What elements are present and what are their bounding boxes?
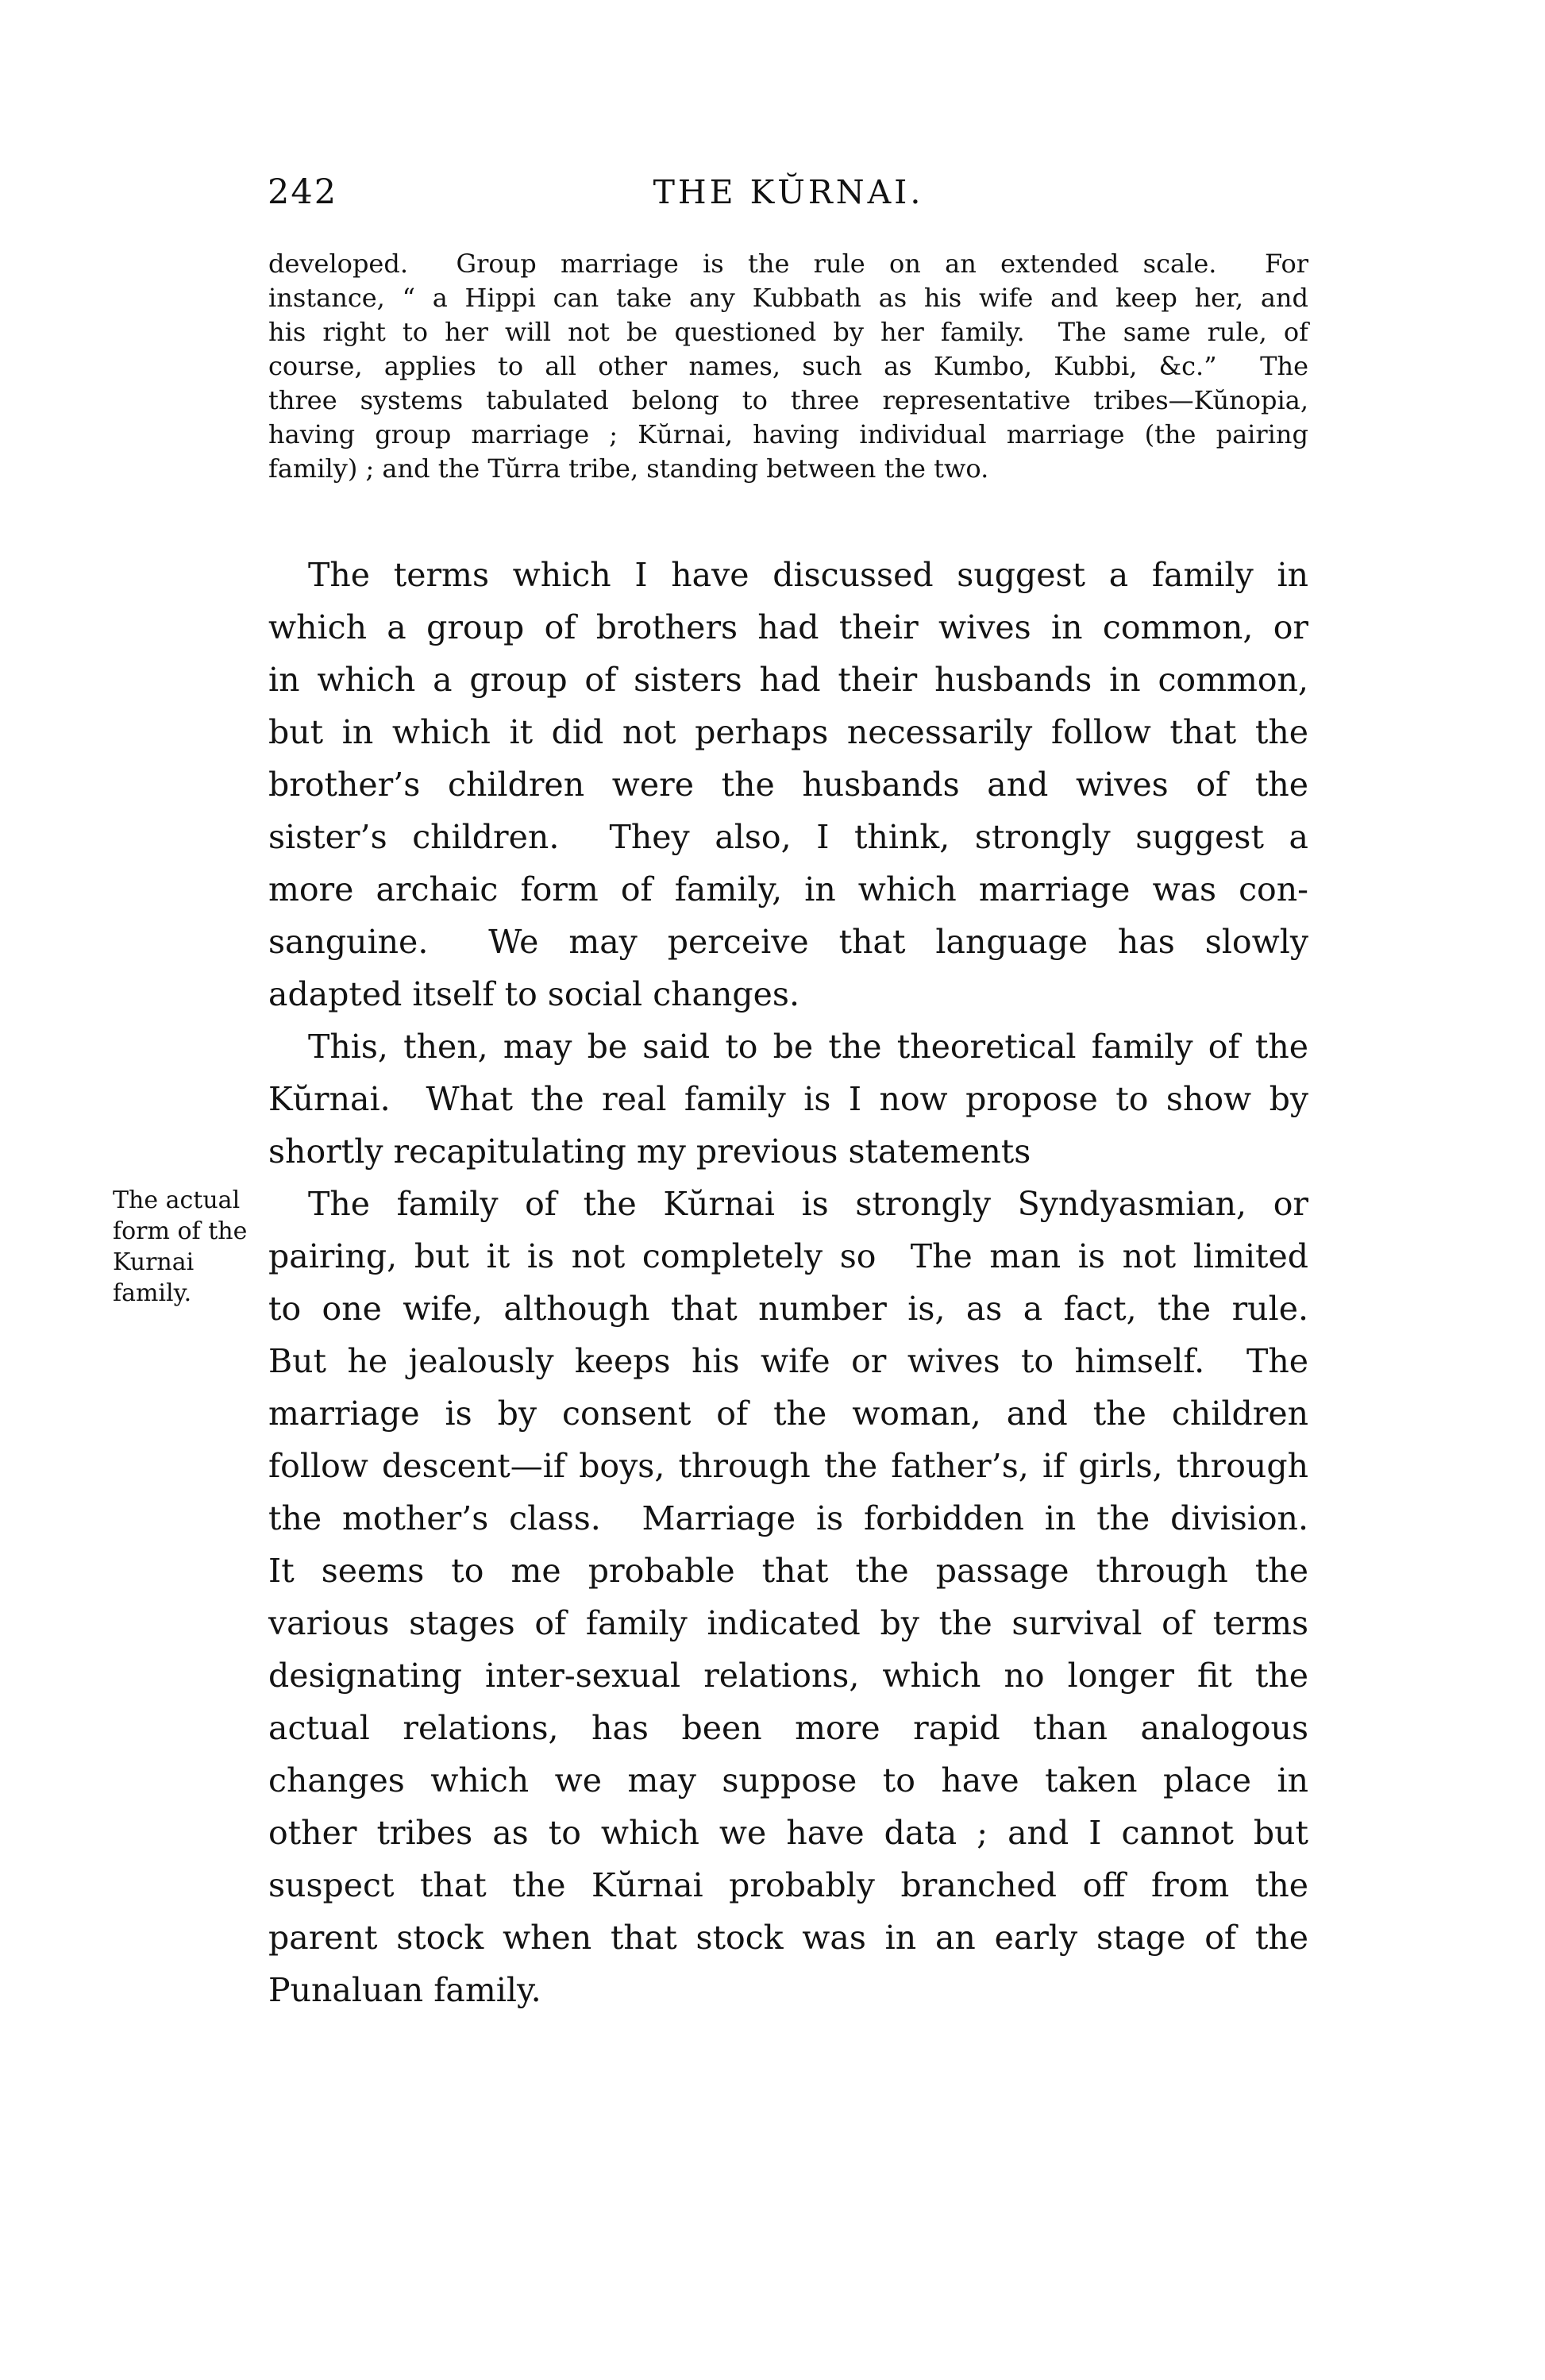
text-line: more archaic form of family, in which marriage was con- (268, 870, 1308, 908)
paragraph (268, 1020, 1308, 1178)
text-line: but in which it did not perhaps necessarily follow that the (268, 713, 1308, 751)
margin-note-line: Kurnai (113, 1248, 195, 1276)
text-line: But he jealously keeps his wife or wives to himself. The (268, 1342, 1308, 1380)
text-line: follow descent—if boys, through the father’s, if girls, through (268, 1447, 1308, 1485)
running-header-title: THE KŬRNAI. (653, 173, 924, 211)
text-line: This, then, may be said to be the theoretical family of the (308, 1028, 1308, 1066)
text-line: to one wife, although that number is, as a fact, the rule. (268, 1290, 1308, 1328)
text-line: actual relations, has been more rapid than analogous (268, 1709, 1308, 1747)
text-line: developed. Group marriage is the rule on an extended scale. For (268, 249, 1308, 279)
margin-note-line: family. (113, 1279, 192, 1307)
margin-note (113, 1185, 264, 1309)
text-line: changes which we may suppose to have taken place in (268, 1761, 1308, 1799)
text-line: The family of the Kŭrnai is strongly Syndyasmian, or (308, 1185, 1308, 1223)
text-line: sister’s children. They also, I think, strongly suggest a (268, 818, 1308, 856)
text-line: designating inter-sexual relations, which no longer fit the (268, 1657, 1308, 1695)
text-line: instance, “ a Hippi can take any Kubbath as his wife and keep her, and (268, 283, 1308, 313)
text-line: It seems to me probable that the passage through the (268, 1552, 1308, 1590)
text-line: pairing, but it is not completely so The man is not limited (268, 1237, 1308, 1275)
text-line: shortly recapitulating my previous statements (268, 1132, 1031, 1171)
text-line: sanguine. We may perceive that language has slowly (268, 923, 1308, 961)
text-line: adapted itself to social changes. (268, 975, 799, 1013)
paragraph (268, 1178, 1308, 2016)
excerpt-paragraph (268, 247, 1308, 486)
text-line: Kŭrnai. What the real family is I now propose to show by (268, 1080, 1308, 1118)
text-line: which a group of brothers had their wives in common, or (268, 608, 1308, 646)
text-line: his right to her will not be questioned by her family. The same rule, of (268, 317, 1308, 347)
text-line: the mother’s class. Marriage is forbidden in the division. (268, 1499, 1308, 1537)
text-line: other tribes as to which we have data ; and I cannot but (268, 1814, 1308, 1852)
page-number: 242 (268, 172, 338, 212)
text-line: marriage is by consent of the woman, and the children (268, 1394, 1308, 1433)
margin-note-line: The actual (113, 1186, 241, 1214)
text-line: The terms which I have discussed suggest a family in (308, 556, 1308, 594)
text-line: parent stock when that stock was in an early stage of the (268, 1919, 1308, 1957)
text-line: in which a group of sisters had their husbands in common, (268, 661, 1308, 699)
paragraph (268, 549, 1308, 1020)
text-line: brother’s children were the husbands and wives of the (268, 766, 1308, 804)
text-line: three systems tabulated belong to three representative tribes—Kŭnopia, (268, 385, 1308, 415)
text-line: suspect that the Kŭrnai probably branched off from the (268, 1866, 1308, 1904)
margin-note-line: form of the (113, 1217, 248, 1245)
text-line: family) ; and the Tŭrra tribe, standing between the two. (268, 453, 989, 484)
text-line: course, applies to all other names, such as Kumbo, Kubbi, &c.” The (268, 351, 1308, 381)
text-line: Punaluan family. (268, 1971, 541, 2009)
text-line: various stages of family indicated by the survival of terms (268, 1604, 1308, 1642)
text-line: having group marriage ; Kŭrnai, having individual marriage (the pairing (268, 419, 1308, 449)
body-text (268, 549, 1308, 2016)
